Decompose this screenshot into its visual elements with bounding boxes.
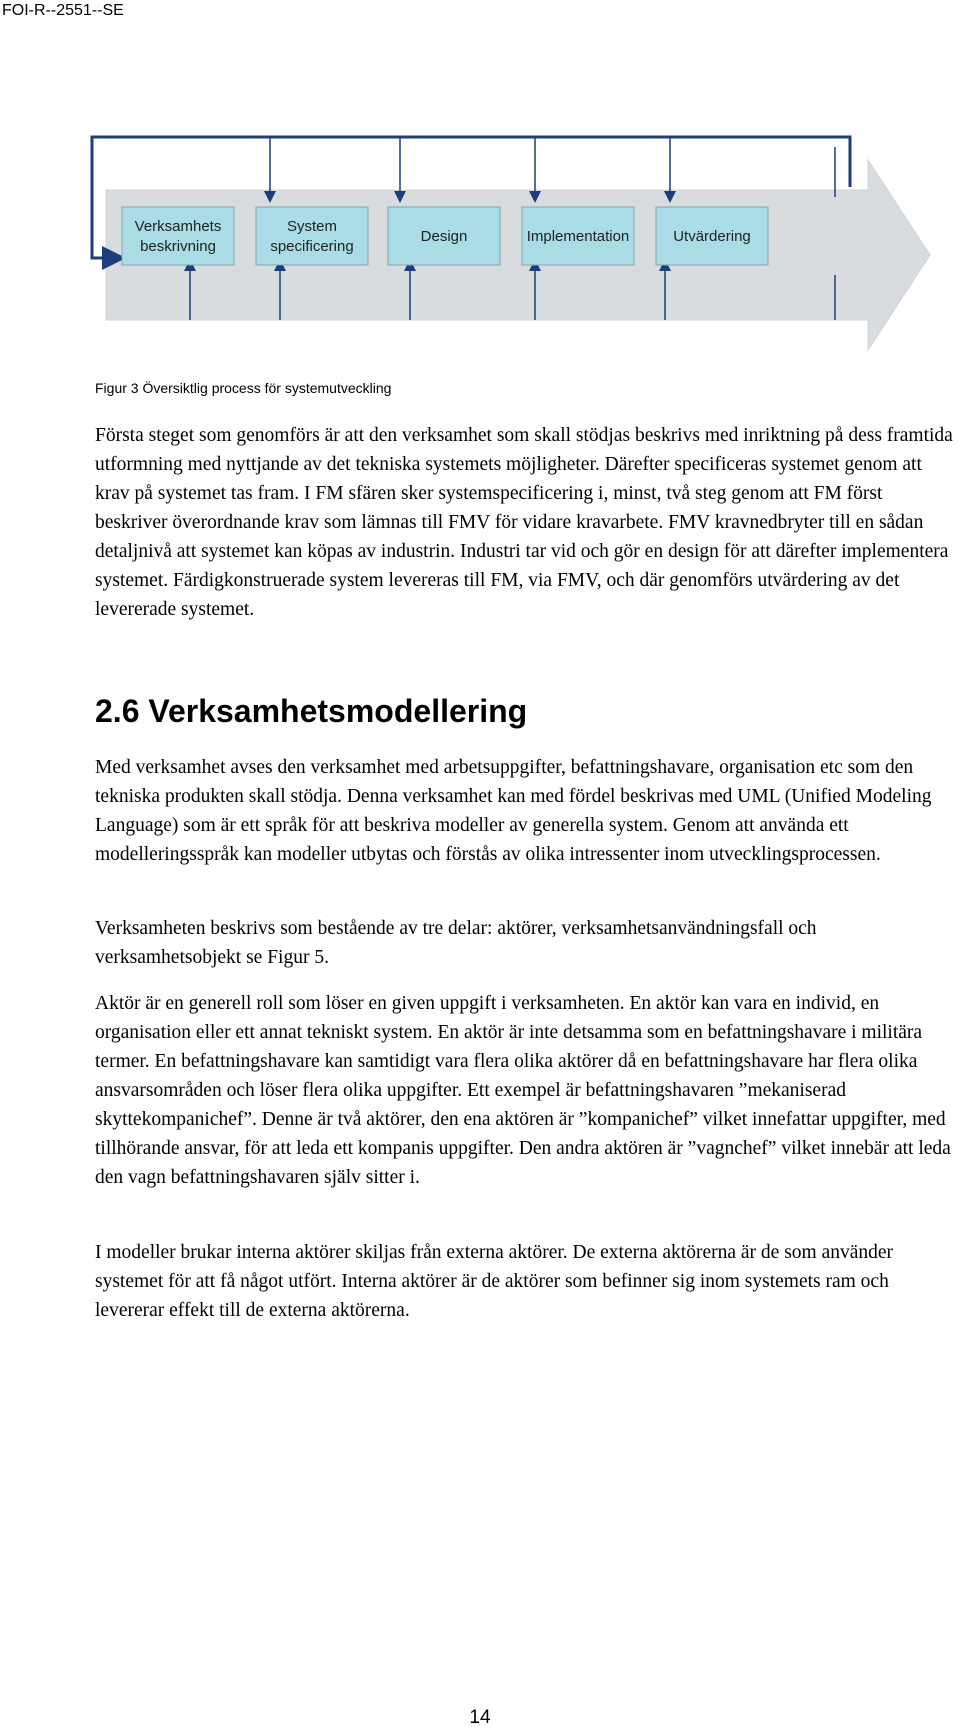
stage-box-4 <box>522 207 634 265</box>
stage-box-2 <box>256 207 368 265</box>
stage-label-3: Design <box>420 228 468 245</box>
paragraph-1: Första steget som genomförs är att den verksamhet som skall stödjas beskrivs med inriktning på dess framtida utformning med nyttjande av det tekniska systemets möjligheter. Därefter specificeras systemet genom att krav på systemet tas fram. I FM sfären sker systemspecificering i, minst, två steg genom att FM först beskriver överordnande krav som lämnas till FMV för vidare kravarbete. FMV kravnedbryter till en sådan detaljnivå att systemet kan köpas av industrin. Industri tar vid och gör en design för att därefter implementera systemet. Färdigkonstruerade system levereras till FM, via FMV, och där genomförs utvärdering av det levererade systemet. <box>95 425 953 620</box>
paragraph-2: Med verksamhet avses den verksamhet med arbetsuppgifter, befattningshavare, organisation etc som den tekniska produkten skall stödja. Denna verksamhet kan med fördel beskrivas med UML (Unified Modeling Language) som är ett språk för att beskriva modeller av generella system. Genom att använda ett modelleringsspråk kan modeller utbytas och förstås av olika intressenter inom utvecklingsprocessen. <box>95 757 932 865</box>
page-number: 14 <box>469 1707 491 1728</box>
stage-box-1 <box>122 207 234 265</box>
paragraph-3: Verksamheten beskrivs som bestående av tre delar: aktörer, verksamhetsanvändningsfall och verksamhetsobjekt se Figur 5. <box>95 918 817 968</box>
stage-label-2b: specificering <box>270 238 354 255</box>
document-id: FOI-R--2551--SE <box>2 2 124 19</box>
stage-label-5: Utvärdering <box>673 228 751 245</box>
paragraph-4: Aktör är en generell roll som löser en given uppgift i verksamheten. En aktör kan vara en individ, en organisation eller ett annat tekniskt system. En aktör är inte detsamma som en befattningshavare i militära termer. En befattningshavare kan samtidigt vara flera olika aktörer då en befattningshavare har flera olika ansvarsområden och löser flera olika uppgifter. Ett exempel är befattningshavaren ”mekaniserad skyttekompanichef”. Denne är två aktörer, den ena aktören är ”kompanichef” vilket innefattar uppgifter, med tillhörande ansvar, för att leda ett kompanis uppgifter. Den andra aktören är ”vagnchef” vilket innebär att leda den vagn befattningshavaren själv sitter i. <box>95 993 951 1188</box>
stage-label-4: Implementation <box>526 228 630 245</box>
stage-label-2a: System <box>286 218 338 235</box>
stage-label-1b: beskrivning <box>140 238 216 255</box>
stage-label-1a: Verksamhets <box>134 218 222 235</box>
process-diagram <box>90 135 940 360</box>
section-heading: 2.6 Verksamhetsmodellering <box>95 693 528 729</box>
figure-caption: Figur 3 Översiktlig process för systemutveckling <box>95 380 392 396</box>
stage-box-3 <box>388 207 500 265</box>
stage-box-5 <box>656 207 768 265</box>
paragraph-5: I modeller brukar interna aktörer skiljas från externa aktörer. De externa aktörerna är de som använder systemet för att få något utfört. Interna aktörer är de aktörer som befinner sig inom systemets ram och levererar effekt till de externa aktörerna. <box>95 1242 894 1321</box>
